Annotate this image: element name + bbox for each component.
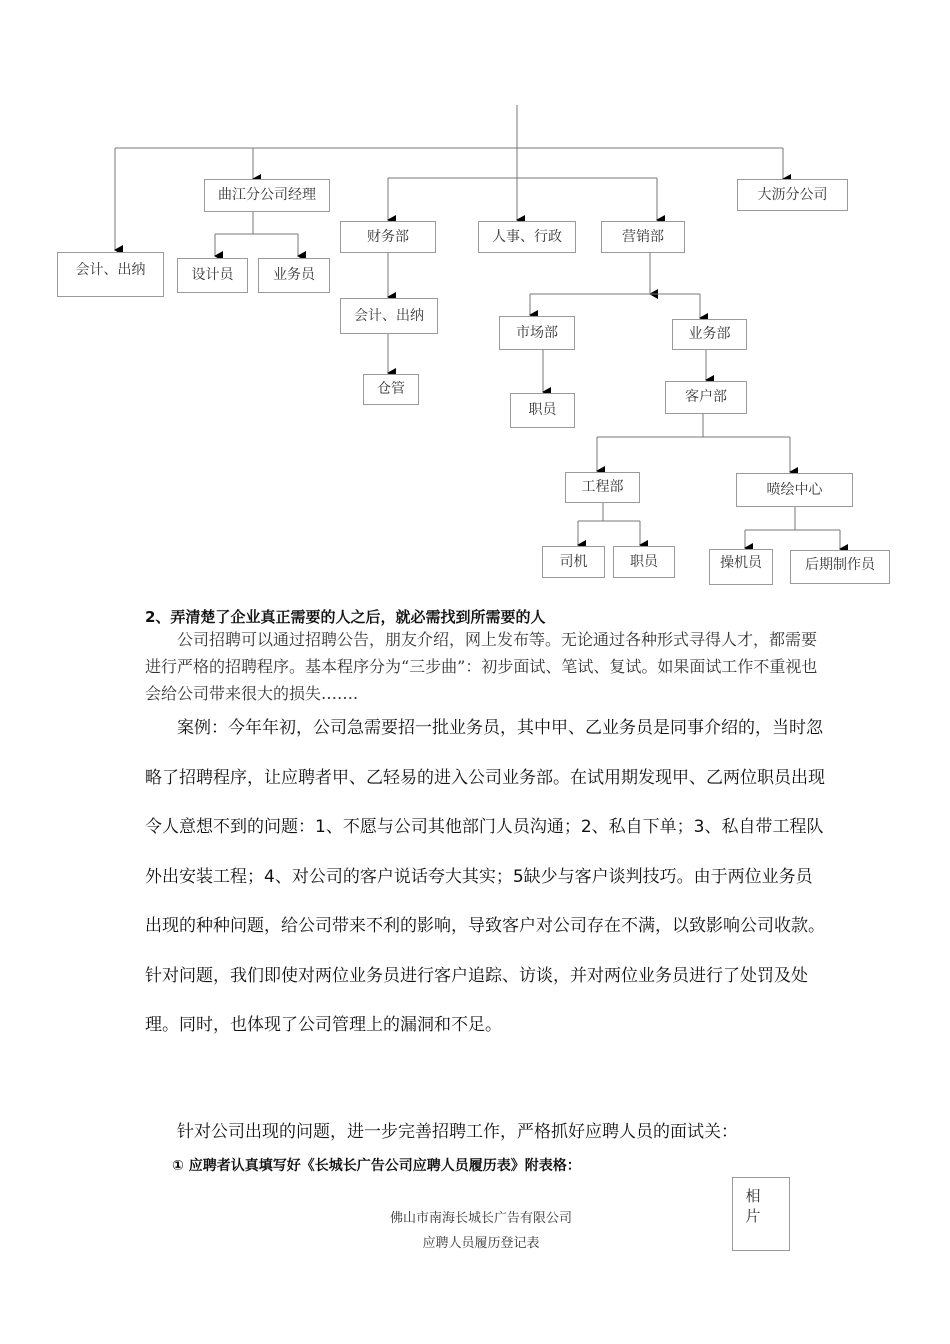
node-finance: 财务部 <box>340 221 436 253</box>
paragraph-recruitment-channels: 公司招聘可以通过招聘公告，朋友介绍，网上发布等。无论通过各种形式寻得人才，都需要进行严格的招聘程序。基本程序分为“三步曲”：初步面试、笔试、复试。如果面试工作不重视也会给公司带来很大的损失……. <box>145 630 818 703</box>
node-engineering: 工程部 <box>565 472 640 503</box>
node-operator-label: 操机员 <box>720 555 762 571</box>
node-market-dept: 市场部 <box>499 316 575 350</box>
photo-placeholder-box <box>732 1177 790 1251</box>
node-warehouse: 仓管 <box>363 374 419 405</box>
node-spray-center: 喷绘中心 <box>736 473 853 507</box>
paragraph-case-study: 案例：今年年初，公司急需要招一批业务员，其中甲、乙业务员是同事介绍的，当时忽略了招聘程序，让应聘者甲、乙轻易的进入公司业务部。在试用期发现甲、乙两位职员出现令人意想不到的问题：1、不愿与公司其他部门人员沟通；2、私自下单；3、私自带工程队外出安装工程；4、对公司的客户说话夸大其实；5缺少与客户谈判技巧。由于两位业务员出现的种种问题，给公司带来不利的影响，导致客户对公司存在不满，以致影响公司收款。针对问题，我们即使对两位业务员进行客户追踪、访谈，并对两位业务员进行了处罚及处理。同时，也体现了公司管理上的漏洞和不足。 <box>145 718 825 1035</box>
form-title: 应聘人员履历登记表 <box>422 1236 540 1251</box>
node-marketing-sales: 营销部 <box>601 221 685 253</box>
list-item-1: ① 应聘者认真填写好《长城长广告公司应聘人员履历表》附表格： <box>172 1158 581 1174</box>
node-staff-market: 职员 <box>510 393 575 428</box>
node-salesman: 业务员 <box>258 258 330 293</box>
node-designer: 设计员 <box>177 258 248 293</box>
company-name: 佛山市南海长城长广告有限公司 <box>389 1211 572 1226</box>
photo-label: 相片 <box>745 1187 761 1225</box>
node-post-production-label: 后期制作员 <box>805 557 875 573</box>
node-accounting-finance: 会计、出纳 <box>340 298 438 334</box>
org-chart-connectors <box>0 0 950 600</box>
node-post-production <box>790 550 890 584</box>
node-driver: 司机 <box>542 546 605 578</box>
node-operator <box>709 549 773 585</box>
node-accounting-left: 会计、出纳 <box>57 252 164 297</box>
node-qujiang-manager: 曲江分公司经理 <box>204 179 330 212</box>
node-dali-branch: 大沥分公司 <box>737 179 848 211</box>
section-heading: 2、弄清楚了企业真正需要的人之后，就必需找到所需要的人 <box>145 608 546 626</box>
node-business-dept: 业务部 <box>672 319 747 350</box>
node-customer-dept: 客户部 <box>665 381 747 414</box>
paragraph-improvement: 针对公司出现的问题，进一步完善招聘工作，严格抓好应聘人员的面试关： <box>177 1122 738 1142</box>
node-hr-admin: 人事、行政 <box>478 221 576 253</box>
node-staff-eng: 职员 <box>613 546 675 578</box>
